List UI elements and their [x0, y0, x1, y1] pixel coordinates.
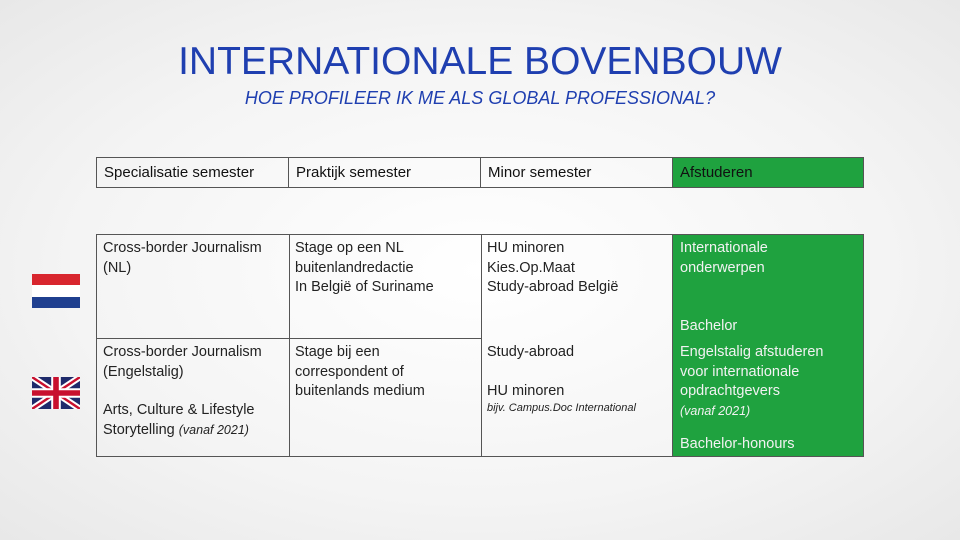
en-specialisatie-line: (Engelstalig)	[103, 363, 184, 380]
table-header	[96, 157, 864, 188]
header-praktijk: Praktijk semester	[289, 158, 481, 187]
page-subtitle: HOE PROFILEER IK ME ALS GLOBAL PROFESSIONAL?	[244, 88, 716, 108]
en-afstuderen-line: Engelstalig afstuderen	[680, 344, 824, 360]
en-praktijk-line: buitenlands medium	[295, 383, 425, 399]
row-divider	[97, 338, 482, 339]
header-minor: Minor semester	[481, 158, 673, 187]
nl-specialisatie	[103, 239, 262, 278]
nl-praktijk	[295, 239, 434, 298]
nl-afstuderen-line: Internationale	[680, 240, 768, 256]
en-afstuderen-note: (vanaf 2021)	[680, 403, 751, 418]
en-specialisatie-extra	[103, 401, 255, 440]
en-minor-2: HU minoren	[487, 383, 565, 399]
header-specialisatie: Specialisatie semester	[97, 158, 289, 187]
en-specialisatie	[103, 343, 262, 382]
en-afstuderen-line: opdrachtgevers	[680, 383, 780, 399]
column-divider	[481, 235, 482, 456]
en-minor-1: Study-abroad	[487, 344, 575, 360]
uk-flag-icon	[32, 377, 80, 409]
nl-afstuderen-line: onderwerpen	[680, 259, 765, 276]
en-specialisatie-line: Cross-border Journalism	[103, 344, 262, 360]
nl-minor-line: Study-abroad België	[487, 279, 619, 295]
en-specialisatie-note: (vanaf 2021)	[178, 422, 249, 437]
column-divider	[672, 235, 673, 456]
en-afstuderen-line: voor internationale	[680, 363, 800, 380]
nl-praktijk-line: In België of Suriname	[295, 279, 434, 295]
en-minor-note: bijv. Campus.Doc International	[487, 402, 636, 414]
en-specialisatie-extra-line: Arts, Culture & Lifestyle	[103, 402, 255, 418]
en-praktijk-line: Stage bij een	[295, 344, 380, 360]
nl-specialisatie-line: (NL)	[103, 259, 132, 276]
header-afstuderen: Afstuderen	[673, 158, 863, 187]
page-title: INTERNATIONALE BOVENBOUW	[178, 40, 782, 83]
en-specialisatie-extra-line: Storytelling	[103, 421, 175, 438]
en-praktijk-line: correspondent of	[295, 363, 404, 380]
nl-minor	[487, 239, 618, 298]
nl-minor-line: Kies.Op.Maat	[487, 259, 575, 276]
nl-afstuderen	[680, 239, 768, 278]
nl-praktijk-line: Stage op een NL	[295, 240, 404, 256]
en-afstuderen	[680, 343, 824, 421]
nl-minor-line: HU minoren	[487, 240, 565, 256]
program-table	[96, 234, 864, 457]
nl-praktijk-line: buitenlandredactie	[295, 259, 414, 276]
en-praktijk	[295, 343, 425, 402]
en-level: Bachelor-honours	[680, 436, 795, 452]
column-divider	[289, 235, 290, 456]
nl-specialisatie-line: Cross-border Journalism	[103, 240, 262, 256]
netherlands-flag-icon	[32, 274, 80, 308]
nl-level: Bachelor	[680, 318, 738, 334]
